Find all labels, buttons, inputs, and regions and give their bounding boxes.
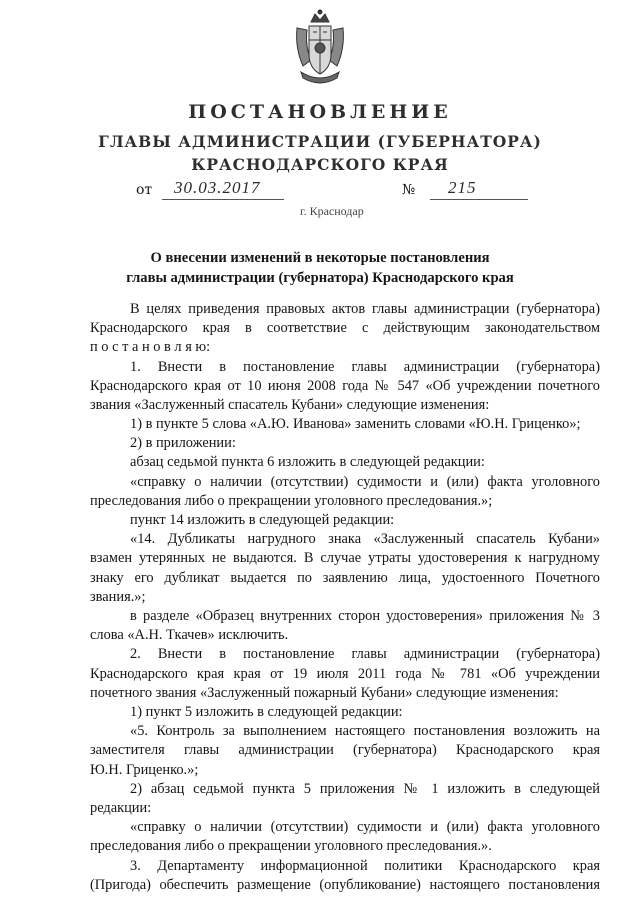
number-underline — [430, 199, 528, 200]
body-line: знаку его дубликат выдается по заявлению лица, удостоенного Почетного — [90, 570, 600, 586]
body-line: п о с т а н о в л я ю: — [90, 339, 211, 355]
document-title-line-1: О внесении изменений в некоторые постановления — [150, 250, 490, 266]
body-line: Краснодарского края от 10 июня 2008 года № 547 «Об учреждении почетного — [90, 378, 600, 394]
body-line: абзац седьмой пункта 6 изложить в следующей редакции: — [130, 454, 485, 470]
body-line: «справку о наличии (отсутствии) судимости и (или) факта уголовного — [130, 819, 600, 835]
document-type-heading: ПОСТАНОВЛЕНИЕ — [188, 101, 452, 123]
coat-of-arms-emblem — [291, 8, 349, 86]
body-line: редакции: — [90, 800, 152, 816]
body-line: 3. Департаменту информационной политики Краснодарского края — [130, 858, 600, 874]
body-line: 2) в приложении: — [130, 435, 236, 451]
body-line: 2. Внести в постановление главы администрации (губернатора) — [130, 646, 600, 662]
body-line: 1) пункт 5 изложить в следующей редакции: — [130, 704, 403, 720]
body-line: преследования либо о прекращении уголовного преследования.»; — [90, 493, 493, 509]
body-line: Ю.Н. Гриценко.»; — [90, 762, 199, 778]
issuer-heading-line-1: ГЛАВЫ АДМИНИСТРАЦИИ (ГУБЕРНАТОРА) — [98, 132, 542, 151]
body-line: звания.»; — [90, 589, 146, 605]
body-line: «5. Контроль за выполнением настоящего постановления возложить на — [130, 723, 600, 739]
body-line: звания «Заслуженный спасатель Кубани» следующие изменения: — [90, 397, 490, 413]
body-line: в разделе «Образец внутренних сторон удостоверения» приложения № 3 — [130, 608, 600, 624]
number-value: 215 — [448, 178, 477, 197]
body-line: почетного звания «Заслуженный пожарный Кубани» следующие изменения: — [90, 685, 559, 701]
body-line: Краснодарского края в соответствие с действующим законодательством — [90, 320, 600, 336]
body-line: 1. Внести в постановление главы администрации (губернатора) — [130, 359, 600, 375]
body-line: 2) абзац седьмой пункта 5 приложения № 1 изложить в следующей — [130, 781, 600, 797]
date-value: 30.03.2017 — [174, 178, 261, 197]
body-line: Краснодарского края края от 19 июля 2011 года № 781 «Об учреждении — [90, 666, 600, 682]
date-label: от — [136, 182, 153, 198]
number-label: № — [402, 182, 416, 198]
date-underline — [162, 199, 284, 200]
body-line: В целях приведения правовых актов главы администрации (губернатора) — [130, 301, 600, 317]
body-line: пункт 14 изложить в следующей редакции: — [130, 512, 395, 528]
body-line: 1) в пункте 5 слова «А.Ю. Иванова» заменить словами «Ю.Н. Гриценко»; — [130, 416, 581, 432]
body-line: (Пригода) обеспечить размещение (опубликование) настоящего постановления — [90, 877, 600, 893]
body-line: взамен утерянных не выдаются. В случае утраты удостоверения к нагрудному — [90, 550, 600, 566]
body-line: преследования либо о прекращении уголовного преследования.». — [90, 838, 492, 854]
issuer-heading-line-2: КРАСНОДАРСКОГО КРАЯ — [191, 155, 449, 174]
document-title-line-2: главы администрации (губернатора) Краснодарского края — [126, 270, 514, 286]
body-line: слова «А.Н. Ткачев» исключить. — [90, 627, 289, 643]
body-line: заместителя главы администрации (губернатора) Краснодарского края — [90, 742, 600, 758]
city-label: г. Краснодар — [300, 204, 364, 218]
body-line: «14. Дубликаты нагрудного знака «Заслуженный спасатель Кубани» — [130, 531, 600, 547]
body-line: «справку о наличии (отсутствии) судимости и (или) факта уголовного — [130, 474, 600, 490]
